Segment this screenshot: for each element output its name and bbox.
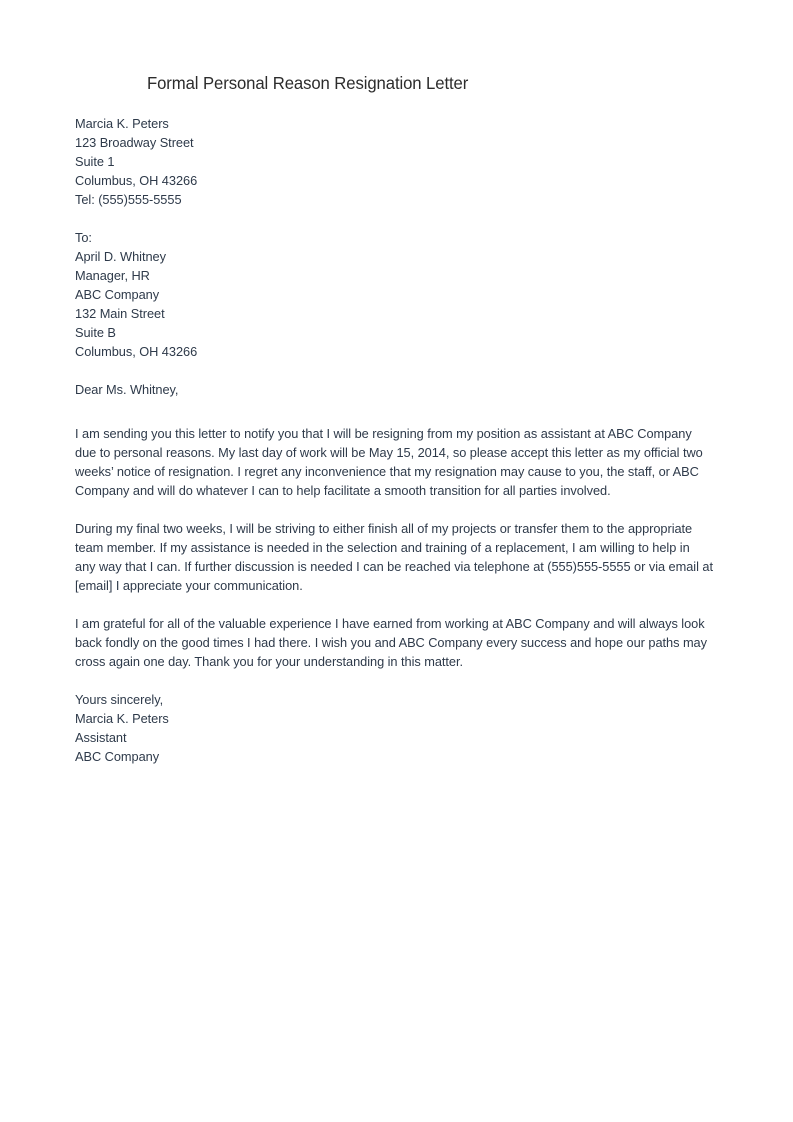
closing-valediction: Yours sincerely, — [75, 692, 164, 707]
recipient-city-state-zip: Columbus, OH 43266 — [75, 344, 198, 359]
body-paragraph-2: During my final two weeks, I will be striving to either finish all of my projects or transfer them to the appropriate team member. If my assistance is needed in the selection and training of a replacement, I am willing to help in any way that I can. If further discussion is needed I can be reached via telephone at (555)555-5555 or via email at [email] I appreciate your communication. — [75, 521, 713, 593]
sender-address-block — [75, 114, 706, 209]
sender-city-state-zip: Columbus, OH 43266 — [75, 173, 198, 188]
sender-name: Marcia K. Peters — [75, 116, 169, 131]
sender-telephone: Tel: (555)555-5555 — [75, 192, 182, 207]
letter-content — [75, 114, 725, 766]
sender-suite: Suite 1 — [75, 154, 115, 169]
closing-job-title: Assistant — [75, 730, 127, 745]
spacer-after-paragraph-1 — [75, 500, 725, 519]
recipient-address-block — [75, 228, 706, 361]
recipient-title: Manager, HR — [75, 268, 150, 283]
recipient-name: April D. Whitney — [75, 249, 166, 264]
spacer-after-sender — [75, 209, 725, 228]
recipient-suite: Suite B — [75, 325, 116, 340]
page-title: Formal Personal Reason Resignation Letter — [147, 73, 469, 93]
spacer-before-signature — [75, 671, 725, 690]
closing-name: Marcia K. Peters — [75, 711, 169, 726]
recipient-to-label: To: — [75, 230, 92, 245]
recipient-company: ABC Company — [75, 287, 160, 302]
spacer-after-recipient — [75, 361, 725, 380]
body-paragraph-1: I am sending you this letter to notify you that I will be resigning from my position as assistant at ABC Company due to personal reasons. My last day of work will be May 15, 2014, so please accept this letter as my official two weeks’ notice of resignation. I regret any inconvenience that my resignation may cause to you, the staff, or ABC Company and will do whatever I can to help facilitate a smooth transition for all parties involved. — [75, 426, 703, 498]
signature-block — [75, 690, 706, 766]
closing-company: ABC Company — [75, 749, 160, 764]
salutation-block — [75, 380, 706, 399]
sender-street: 123 Broadway Street — [75, 135, 194, 150]
recipient-street: 132 Main Street — [75, 306, 165, 321]
spacer-after-salutation — [75, 399, 725, 424]
body-paragraph-3: I am grateful for all of the valuable experience I have earned from working at ABC Company and will always look back fondly on the good times I had there. I wish you and ABC Company every success and hope our paths may cross again one day. Thank you for your understanding in this matter. — [75, 616, 707, 669]
spacer-after-paragraph-2 — [75, 595, 725, 614]
salutation: Dear Ms. Whitney, — [75, 382, 179, 397]
